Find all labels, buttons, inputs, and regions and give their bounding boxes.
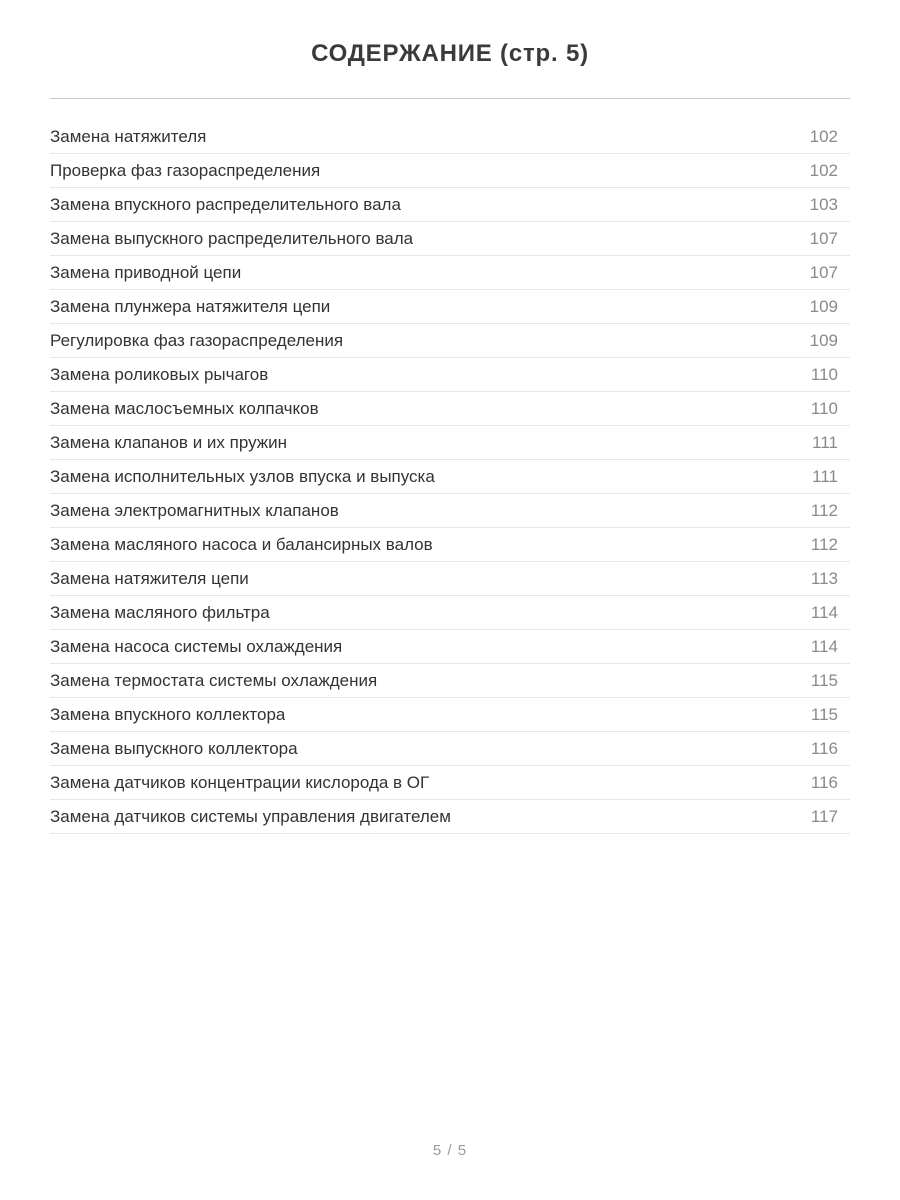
toc-entry-page: 103 <box>809 194 838 214</box>
toc-entry-page: 107 <box>809 262 838 282</box>
toc-entry-label: Регулировка фаз газораспределения <box>50 330 344 350</box>
toc-entry-page: 111 <box>812 466 838 486</box>
toc-entry-label: Замена натяжителя цепи <box>50 568 249 588</box>
toc-row[interactable] <box>50 324 850 358</box>
toc-row[interactable] <box>50 426 850 460</box>
toc-row[interactable] <box>50 596 850 630</box>
toc-entry-page: 117 <box>810 806 838 826</box>
toc-row[interactable] <box>50 222 850 256</box>
toc-entry-page: 116 <box>810 772 838 792</box>
toc-entry-page: 111 <box>812 432 838 452</box>
toc-entry-label: Замена масляного насоса и балансирных валов <box>50 534 433 554</box>
toc-entry-page: 113 <box>810 568 838 588</box>
toc-entry-page: 107 <box>809 228 838 248</box>
toc-row[interactable] <box>50 698 850 732</box>
toc-entry-page: 115 <box>810 704 838 724</box>
toc-entry-label: Замена насоса системы охлаждения <box>50 636 343 656</box>
toc-row[interactable] <box>50 120 850 154</box>
toc-entry-label: Замена впускного коллектора <box>50 704 286 724</box>
toc-row[interactable] <box>50 358 850 392</box>
toc-row[interactable] <box>50 630 850 664</box>
toc-entry-label: Проверка фаз газораспределения <box>50 160 321 180</box>
toc-entry-page: 112 <box>810 500 838 520</box>
toc-row[interactable] <box>50 188 850 222</box>
toc-row[interactable] <box>50 392 850 426</box>
toc-entry-label: Замена масляного фильтра <box>50 602 270 622</box>
toc-row[interactable] <box>50 766 850 800</box>
toc-entry-page: 115 <box>810 670 838 690</box>
toc-entry-page: 102 <box>809 160 838 180</box>
toc-entry-label: Замена плунжера натяжителя цепи <box>50 296 331 316</box>
toc-row[interactable] <box>50 528 850 562</box>
toc-entry-label: Замена натяжителя <box>50 126 207 146</box>
toc-entry-page: 110 <box>810 364 838 384</box>
toc-entry-page: 109 <box>809 330 838 350</box>
toc-entry-label: Замена приводной цепи <box>50 262 242 282</box>
toc-entry-label: Замена датчиков концентрации кислорода в ОГ <box>50 772 430 792</box>
toc-entry-page: 114 <box>810 636 838 656</box>
toc-entry-label: Замена электромагнитных клапанов <box>50 500 339 520</box>
toc-entry-page: 114 <box>810 602 838 622</box>
toc-entry-page: 116 <box>810 738 838 758</box>
toc-entry-label: Замена выпускного коллектора <box>50 738 298 758</box>
page-title: СОДЕРЖАНИЕ (стр. 5) <box>311 40 589 67</box>
toc-row[interactable] <box>50 460 850 494</box>
toc-row[interactable] <box>50 562 850 596</box>
header-divider <box>50 98 850 99</box>
toc-entry-label: Замена роликовых рычагов <box>50 364 269 384</box>
toc-entry-label: Замена выпускного распределительного вала <box>50 228 414 248</box>
toc-row[interactable] <box>50 732 850 766</box>
toc-row[interactable] <box>50 800 850 834</box>
toc-row[interactable] <box>50 494 850 528</box>
toc-entry-page: 102 <box>809 126 838 146</box>
toc-row[interactable] <box>50 154 850 188</box>
toc-entry-page: 109 <box>809 296 838 316</box>
toc-entry-label: Замена исполнительных узлов впуска и выпуска <box>50 466 435 486</box>
toc-entry-page: 110 <box>810 398 838 418</box>
toc-entry-label: Замена впускного распределительного вала <box>50 194 401 214</box>
toc-row[interactable] <box>50 664 850 698</box>
toc-entry-label: Замена клапанов и их пружин <box>50 432 288 452</box>
page-number-indicator: 5 / 5 <box>432 1142 468 1159</box>
toc-entry-label: Замена датчиков системы управления двигателем <box>50 806 451 826</box>
toc-list <box>50 120 850 834</box>
page-footer <box>0 1142 900 1160</box>
toc-row[interactable] <box>50 256 850 290</box>
toc-entry-label: Замена термостата системы охлаждения <box>50 670 378 690</box>
page-header <box>0 0 900 68</box>
toc-row[interactable] <box>50 290 850 324</box>
toc-entry-label: Замена маслосъемных колпачков <box>50 398 319 418</box>
toc-entry-page: 112 <box>810 534 838 554</box>
